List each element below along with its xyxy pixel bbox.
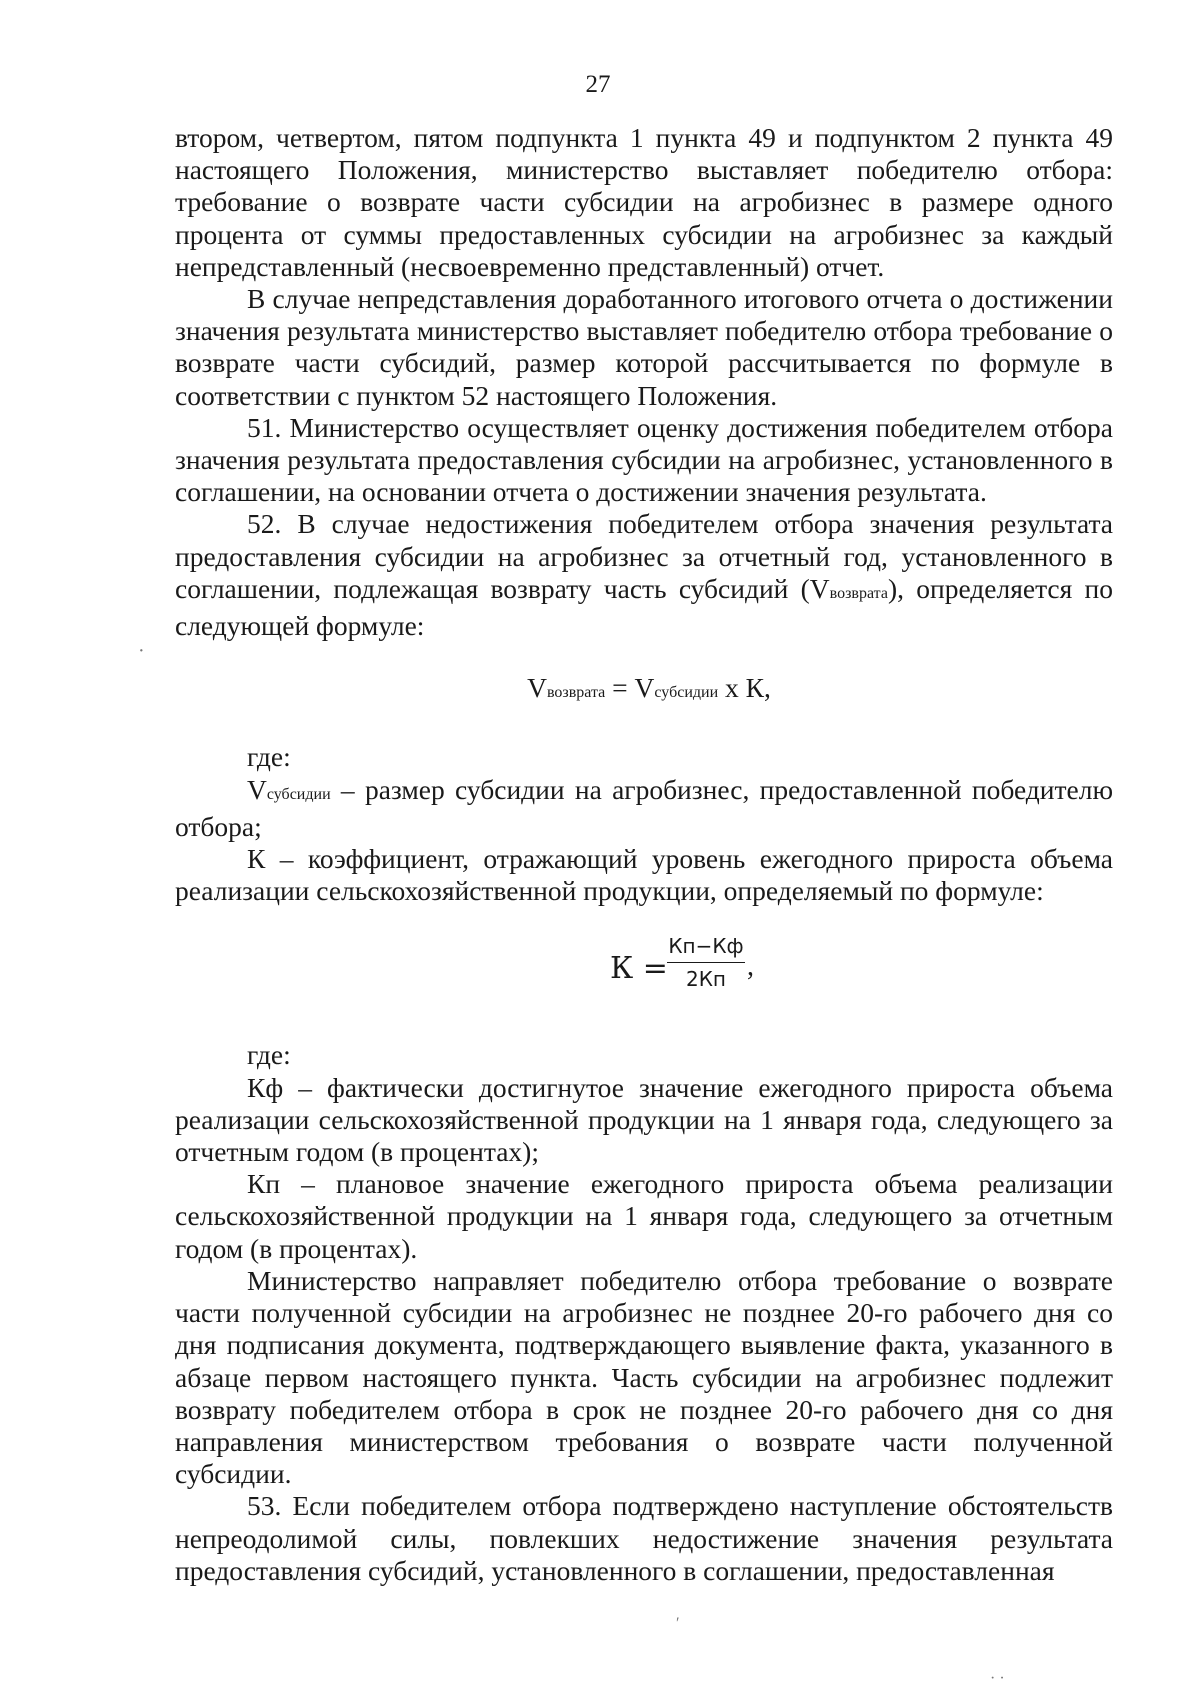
where-label: где: [247, 1039, 291, 1071]
scan-mark: · [138, 640, 145, 662]
paragraph-53: 53. Если победителем отбора подтверждено наступление обстоятельств непреодолимой силы, повлекших недостижение значения результата предоставления субсидий, установленного в соглашении, предоставленная [175, 1490, 1113, 1586]
definition-kp: Кп – плановое значение ежегодного прироста объема реализации сельскохозяйственной продукции на 1 января года, следующего за отчетным годом (в процентах). [175, 1168, 1113, 1264]
definition-vsub [175, 774, 1113, 843]
scan-mark: · · [990, 1670, 1005, 1687]
scan-mark: ′ [676, 1615, 680, 1632]
fraction [667, 933, 745, 995]
fraction-numerator: Кп−Кф [667, 933, 745, 963]
definition-k: К – коэффициент, отражающий уровень ежегодного прироста объема реализации сельскохозяйственной продукции, определяемый по формуле: [175, 843, 1113, 907]
paragraph-52 [175, 508, 1113, 642]
subscript: субсидии [266, 785, 331, 803]
formula-symbol: = V [605, 672, 655, 704]
formula-comma: , [747, 951, 754, 983]
subscript: субсидии [654, 684, 719, 702]
formula-lhs: К = [610, 951, 668, 987]
fraction-denominator: 2Кп [686, 967, 726, 992]
formula-coefficient [175, 933, 1113, 1005]
paragraph: В случае непредставления доработанного итогового отчета о достижении значения результата министерство выставляет победителю отбора требование о возврате части субсидий, размер которой рассчитывается по формуле в соответствии с пунктом 52 настоящего Положения. [175, 283, 1113, 411]
paragraph-52-text: 52. В случае недостижения победителем отбора значения результата предоставления субсидии на агробизнес за отчетный год, установленного в соглашении, подлежащая возврату часть субсидий (V [175, 508, 1113, 604]
paragraph-demand: Министерство направляет победителю отбора требование о возврате части полученной субсидии на агробизнес не позднее 20-го рабочего дня со дня подписания документа, подтверждающего выявление факта, указанного в абзаце первом настоящего пункта. Часть субсидии на агробизнес подлежит возврату победителем отбора в срок не позднее 20-го рабочего дня со дня направления министерством требования о возврате части полученной субсидии. [175, 1264, 1113, 1490]
definition-text: – размер субсидии на агробизнес, предоставленной победителю отбора; [175, 773, 1113, 842]
formula-symbol: V [247, 773, 267, 805]
paragraph-51: 51. Министерство осуществляет оценку достижения победителем отбора значения результата предоставления субсидии на агробизнес, установленного в соглашении, на основании отчета о достижении значения результата. [175, 411, 1113, 508]
formula-symbol: V [527, 672, 547, 704]
definition-kf: Кф – фактически достигнутое значение ежегодного прироста объема реализации сельскохозяйственной продукции на 1 января года, следующего за отчетным годом (в процентах); [175, 1071, 1113, 1168]
formula-return-amount [175, 672, 1113, 709]
page-number: 27 [585, 71, 611, 98]
document-body [175, 122, 1113, 1587]
formula-symbol: x К, [718, 672, 771, 704]
subscript: возврата [829, 584, 888, 602]
subscript: возврата [546, 684, 606, 702]
paragraph: втором, четвертом, пятом подпункта 1 пункта 49 и подпунктом 2 пункта 49 настоящего Положения, министерство выставляет победителю отбора: требование о возврате части субсидии на агробизнес в размере одного процента от суммы предоставленных субсидии на агробизнес за каждый непредставленный (несвоевременно представленный) отчет. [175, 122, 1113, 282]
paragraph-52-text-end: ), определяется по следующей формуле: [175, 572, 1113, 642]
where-label: где: [247, 741, 291, 773]
